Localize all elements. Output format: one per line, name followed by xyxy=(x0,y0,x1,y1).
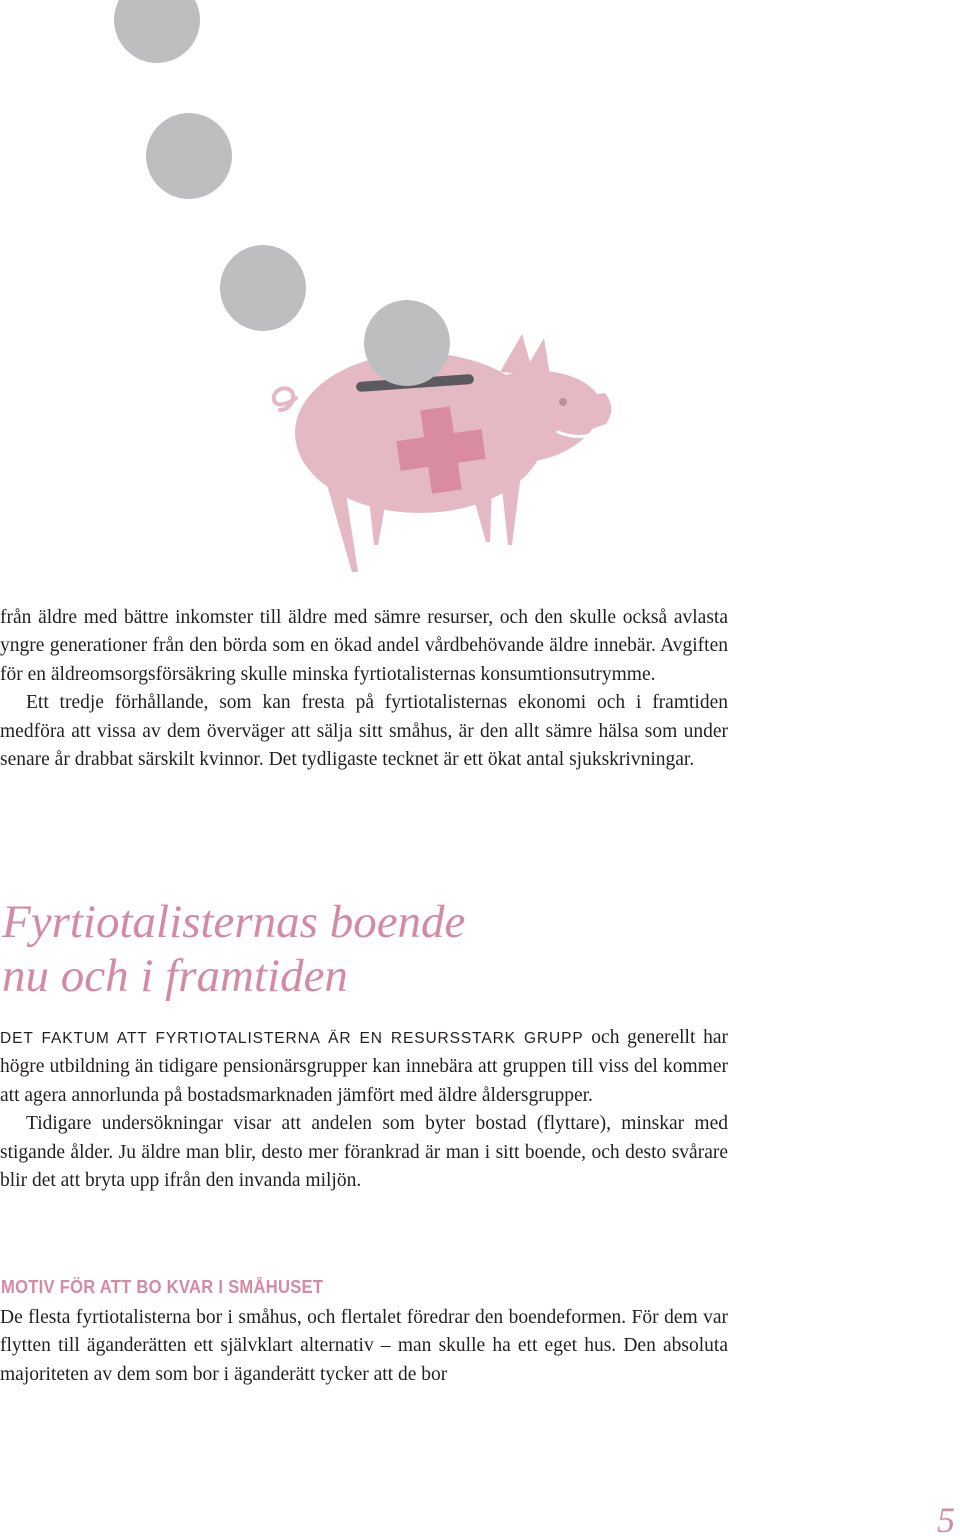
section-title xyxy=(2,895,465,1003)
coin-icon xyxy=(220,245,306,331)
intro-text xyxy=(0,604,728,774)
subsection-heading: MOTIV FÖR ATT BO KVAR I SMÅHUSET xyxy=(1,1277,324,1297)
subsection-paragraph-1: De flesta fyrtiotalisterna bor i småhus, och flertalet föredrar den boendeformen. För dem var flytten till äganderätten ett självklart alternativ – man skulle ha ett eget hus. Den absoluta majoriteten av dem som bor i äganderätt tycker att de bor xyxy=(0,1307,728,1385)
page-number: 5 xyxy=(937,1500,955,1540)
section-paragraph-1 xyxy=(0,1024,728,1110)
coin-icon xyxy=(114,0,200,63)
section-title-line-1: Fyrtiotalisternas boende xyxy=(2,896,466,948)
piggy-bank-illustration xyxy=(0,0,960,590)
section-text xyxy=(0,1024,728,1195)
subsection-text xyxy=(0,1304,728,1389)
section-lead-caps: DET FAKTUM ATT FYRTIOTALISTERNA ÄR EN RESURSSTARK GRUPP xyxy=(0,1030,584,1047)
coin-icon xyxy=(146,113,232,199)
section-paragraph-1-rest: och generellt har högre utbildning än tidigare pensionärsgrupper kan innebära att gruppen till viss del kommer att agera annorlunda på bostadsmarknaden jämfört med äldre åldersgrupper. xyxy=(0,1027,728,1106)
section-paragraph-2: Tidigare undersökningar visar att andelen som byter bostad (flyttare), minskar med stigande ålder. Ju äldre man blir, desto mer förankrad är man i sitt boende, och desto svårare blir det att bryta upp ifrån den invanda miljön. xyxy=(0,1113,728,1192)
section-title-line-2: nu och i framtiden xyxy=(2,950,348,1002)
coin-icon xyxy=(364,300,450,386)
intro-paragraph-2: Ett tredje förhållande, som kan fresta på fyrtiotalisternas ekonomi och i framtiden medföra att vissa av dem överväger att sälja sitt småhus, är den allt sämre hälsa som under senare år drabbat särskilt kvinnor. Det tydligaste tecknet är ett ökat antal sjukskrivningar. xyxy=(0,692,728,771)
intro-paragraph-1: från äldre med bättre inkomster till äldre med sämre resurser, och den skulle också avlasta yngre generationer från den börda som en ökad andel vårdbehövande äldre innebär. Avgiften för en äldreomsorgsförsäkring skulle minska fyrtiotalisternas konsumtionsutrymme. xyxy=(0,607,728,685)
